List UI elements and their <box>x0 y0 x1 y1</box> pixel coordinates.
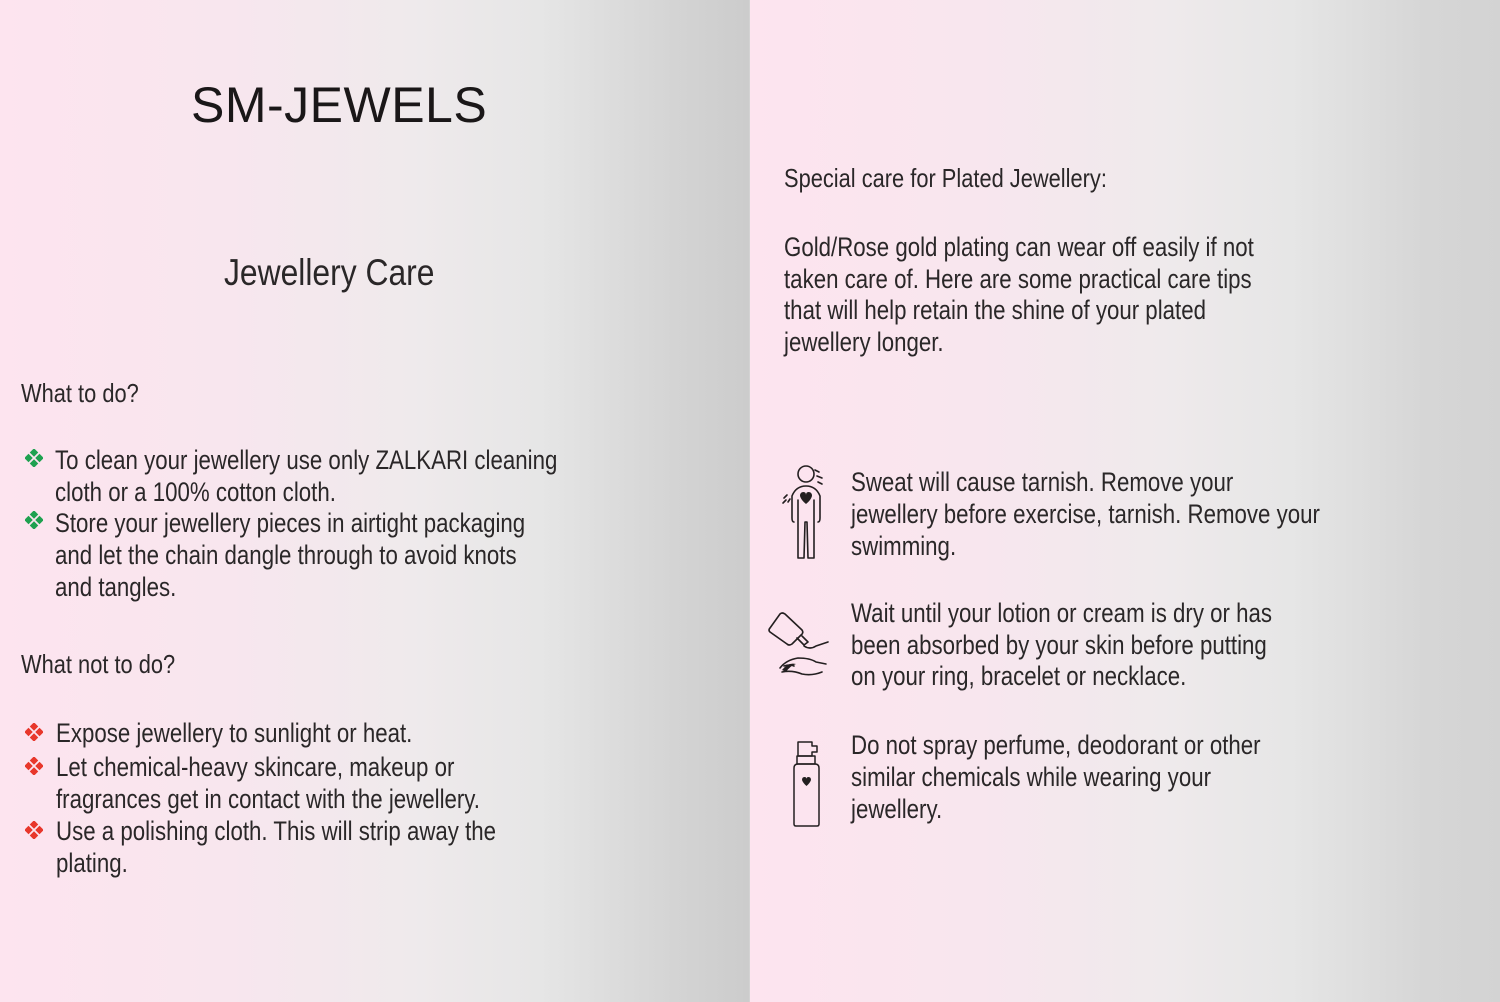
red-diamond-bullet-icon <box>25 723 43 741</box>
do-item-2-line-2: and let the chain dangle through to avoid knots <box>55 540 517 570</box>
right-page <box>750 0 1500 1002</box>
tip-2-line-1: Wait until your lotion or cream is dry or has <box>851 598 1273 628</box>
lotion-hand-icon <box>766 608 832 682</box>
sweating-person-icon <box>778 462 830 562</box>
tip-2-line-2: been absorbed by your skin before putting <box>851 630 1267 660</box>
intro-line-3: that will help retain the shine of your plated <box>784 295 1206 325</box>
page-title: Jewellery Care <box>224 252 435 293</box>
tip-3-line-2: similar chemicals while wearing your <box>851 762 1211 792</box>
tip-2-line-3: on your ring, bracelet or necklace. <box>851 661 1187 691</box>
green-diamond-bullet-icon <box>25 449 43 467</box>
do-item-2-line-1: Store your jewellery pieces in airtight packaging <box>55 508 526 538</box>
do-heading: What to do? <box>21 378 139 408</box>
red-diamond-bullet-icon <box>25 821 43 839</box>
dont-item-2-line-1: Let chemical-heavy skincare, makeup or <box>56 752 455 782</box>
brand-title: SM-JEWELS <box>191 77 488 133</box>
tip-1-line-3: swimming. <box>851 531 957 561</box>
intro-line-1: Gold/Rose gold plating can wear off easily if not <box>784 232 1254 262</box>
tip-1-line-1: Sweat will cause tarnish. Remove your <box>851 467 1234 497</box>
dont-item-3-line-2: plating. <box>56 848 128 878</box>
tip-3-line-1: Do not spray perfume, deodorant or other <box>851 730 1261 760</box>
tip-1-line-2: jewellery before exercise, tarnish. Remove your <box>851 499 1320 529</box>
plated-care-heading: Special care for Plated Jewellery: <box>784 163 1107 193</box>
do-item-1-line-1: To clean your jewellery use only ZALKARI cleaning <box>55 445 558 475</box>
dont-item-2-line-2: fragrances get in contact with the jewellery. <box>56 784 480 814</box>
left-page <box>0 0 749 1002</box>
dont-heading: What not to do? <box>21 649 176 679</box>
red-diamond-bullet-icon <box>25 757 43 775</box>
tip-3-line-3: jewellery. <box>851 794 943 824</box>
do-item-2-line-3: and tangles. <box>55 572 177 602</box>
do-item-1-line-2: cloth or a 100% cotton cloth. <box>55 477 336 507</box>
intro-line-4: jewellery longer. <box>784 327 944 357</box>
intro-line-2: taken care of. Here are some practical care tips <box>784 264 1252 294</box>
green-diamond-bullet-icon <box>25 511 43 529</box>
spray-bottle-icon <box>790 738 824 830</box>
dont-item-3-line-1: Use a polishing cloth. This will strip away the <box>56 816 497 846</box>
dont-item-1-line-1: Expose jewellery to sunlight or heat. <box>56 718 413 748</box>
